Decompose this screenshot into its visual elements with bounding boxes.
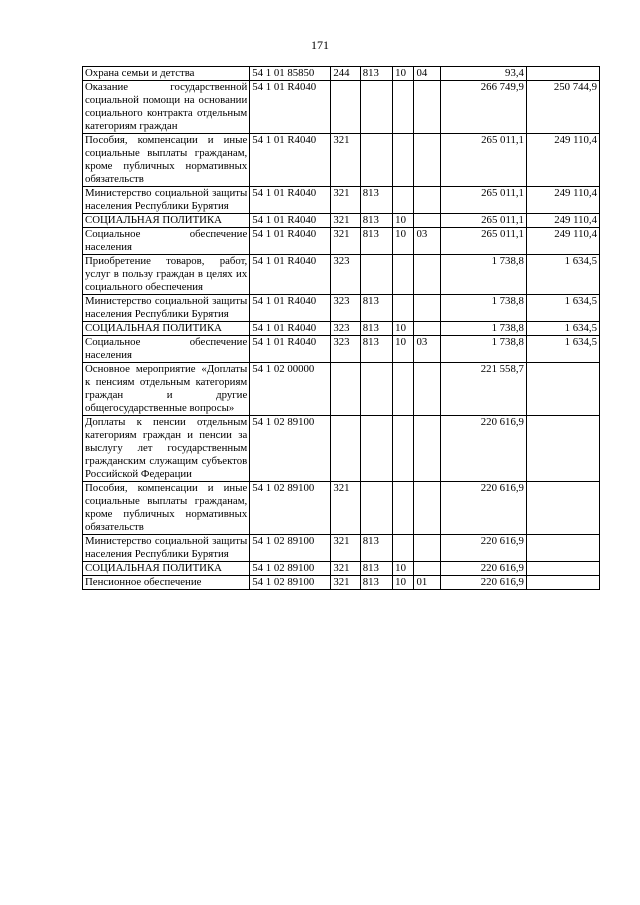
amount-1: 265 011,1 [440, 228, 526, 255]
ministry-code: 813 [360, 336, 392, 363]
table-row [83, 363, 600, 416]
target-code: 54 1 02 89100 [250, 535, 331, 562]
table-row [83, 482, 600, 535]
subsection-code: 03 [414, 336, 440, 363]
section-code [393, 535, 414, 562]
section-code: 10 [393, 228, 414, 255]
subsection-code: 03 [414, 228, 440, 255]
amount-2: 249 110,4 [526, 134, 599, 187]
table-row [83, 255, 600, 295]
target-code: 54 1 01 R4040 [250, 134, 331, 187]
expense-type-code: 321 [331, 535, 360, 562]
ministry-code [360, 363, 392, 416]
page-number: 171 [311, 38, 329, 52]
amount-1: 221 558,7 [440, 363, 526, 416]
amount-2: 1 634,5 [526, 295, 599, 322]
expense-type-code: 321 [331, 562, 360, 576]
table-row [83, 134, 600, 187]
amount-1: 265 011,1 [440, 214, 526, 228]
amount-2 [526, 482, 599, 535]
amount-2 [526, 535, 599, 562]
section-code: 10 [393, 67, 414, 81]
table-row [83, 535, 600, 562]
table-row [83, 336, 600, 363]
target-code: 54 1 01 R4040 [250, 255, 331, 295]
amount-2 [526, 67, 599, 81]
expense-type-code: 323 [331, 336, 360, 363]
row-name: СОЦИАЛЬНАЯ ПОЛИТИКА [83, 322, 250, 336]
amount-2: 249 110,4 [526, 228, 599, 255]
ministry-code: 813 [360, 295, 392, 322]
subsection-code [414, 416, 440, 482]
ministry-code: 813 [360, 535, 392, 562]
amount-1: 93,4 [440, 67, 526, 81]
amount-2: 1 634,5 [526, 336, 599, 363]
row-name: Основное мероприятие «Доплаты к пенсиям отдельным категориям граждан и другие общегосударственные вопросы» [83, 363, 250, 416]
ministry-code [360, 255, 392, 295]
subsection-code [414, 134, 440, 187]
table-row [83, 576, 600, 590]
amount-2: 1 634,5 [526, 255, 599, 295]
table-row [83, 322, 600, 336]
expense-type-code: 321 [331, 134, 360, 187]
table-row [83, 67, 600, 81]
target-code: 54 1 01 R4040 [250, 214, 331, 228]
subsection-code [414, 562, 440, 576]
section-code: 10 [393, 336, 414, 363]
ministry-code [360, 134, 392, 187]
section-code [393, 416, 414, 482]
row-name: Доплаты к пенсии отдельным категориям граждан и пенсии за выслугу лет государственным гражданским служащим субъектов Российской Федерации [83, 416, 250, 482]
subsection-code: 01 [414, 576, 440, 590]
table-body [83, 67, 600, 590]
row-name: Пособия, компенсации и иные социальные выплаты гражданам, кроме публичных нормативных обязательств [83, 482, 250, 535]
target-code: 54 1 02 89100 [250, 576, 331, 590]
expense-type-code: 321 [331, 214, 360, 228]
subsection-code [414, 482, 440, 535]
expense-type-code: 244 [331, 67, 360, 81]
ministry-code: 813 [360, 562, 392, 576]
ministry-code [360, 81, 392, 134]
expense-type-code: 321 [331, 228, 360, 255]
amount-1: 1 738,8 [440, 255, 526, 295]
table-row [83, 187, 600, 214]
row-name: Министерство социальной защиты населения Республики Бурятия [83, 187, 250, 214]
amount-2 [526, 363, 599, 416]
row-name: СОЦИАЛЬНАЯ ПОЛИТИКА [83, 562, 250, 576]
section-code [393, 295, 414, 322]
row-name: Министерство социальной защиты населения Республики Бурятия [83, 535, 250, 562]
table-row [83, 416, 600, 482]
section-code: 10 [393, 214, 414, 228]
expense-type-code [331, 363, 360, 416]
row-name: СОЦИАЛЬНАЯ ПОЛИТИКА [83, 214, 250, 228]
section-code [393, 81, 414, 134]
amount-1: 220 616,9 [440, 416, 526, 482]
amount-2: 1 634,5 [526, 322, 599, 336]
row-name: Социальное обеспечение населения [83, 336, 250, 363]
ministry-code: 813 [360, 576, 392, 590]
target-code: 54 1 02 00000 [250, 363, 331, 416]
ministry-code: 813 [360, 67, 392, 81]
budget-table [82, 66, 600, 590]
ministry-code: 813 [360, 187, 392, 214]
expense-type-code: 323 [331, 322, 360, 336]
expense-type-code: 323 [331, 255, 360, 295]
subsection-code [414, 363, 440, 416]
target-code: 54 1 01 R4040 [250, 295, 331, 322]
ministry-code [360, 416, 392, 482]
section-code [393, 134, 414, 187]
target-code: 54 1 01 85850 [250, 67, 331, 81]
amount-1: 220 616,9 [440, 482, 526, 535]
subsection-code [414, 295, 440, 322]
target-code: 54 1 01 R4040 [250, 336, 331, 363]
expense-type-code: 321 [331, 187, 360, 214]
target-code: 54 1 01 R4040 [250, 228, 331, 255]
amount-1: 265 011,1 [440, 187, 526, 214]
section-code: 10 [393, 322, 414, 336]
subsection-code: 04 [414, 67, 440, 81]
target-code: 54 1 02 89100 [250, 416, 331, 482]
amount-1: 1 738,8 [440, 336, 526, 363]
section-code [393, 255, 414, 295]
amount-2 [526, 562, 599, 576]
target-code: 54 1 02 89100 [250, 482, 331, 535]
expense-type-code: 323 [331, 295, 360, 322]
ministry-code [360, 482, 392, 535]
amount-1: 220 616,9 [440, 562, 526, 576]
section-code: 10 [393, 562, 414, 576]
ministry-code: 813 [360, 228, 392, 255]
amount-2: 249 110,4 [526, 187, 599, 214]
section-code [393, 187, 414, 214]
row-name: Социальное обеспечение населения [83, 228, 250, 255]
amount-2: 249 110,4 [526, 214, 599, 228]
row-name: Пенсионное обеспечение [83, 576, 250, 590]
amount-2: 250 744,9 [526, 81, 599, 134]
subsection-code [414, 322, 440, 336]
section-code [393, 363, 414, 416]
table-row [83, 562, 600, 576]
amount-1: 1 738,8 [440, 322, 526, 336]
amount-1: 265 011,1 [440, 134, 526, 187]
target-code: 54 1 01 R4040 [250, 187, 331, 214]
table-row [83, 228, 600, 255]
section-code [393, 482, 414, 535]
amount-1: 220 616,9 [440, 535, 526, 562]
expense-type-code: 321 [331, 482, 360, 535]
expense-type-code: 321 [331, 576, 360, 590]
expense-type-code [331, 81, 360, 134]
target-code: 54 1 02 89100 [250, 562, 331, 576]
subsection-code [414, 255, 440, 295]
table-row [83, 295, 600, 322]
row-name: Приобретение товаров, работ, услуг в пользу граждан в целях их социального обеспечения [83, 255, 250, 295]
subsection-code [414, 187, 440, 214]
amount-1: 1 738,8 [440, 295, 526, 322]
expense-type-code [331, 416, 360, 482]
ministry-code: 813 [360, 322, 392, 336]
row-name: Пособия, компенсации и иные социальные выплаты гражданам, кроме публичных нормативных обязательств [83, 134, 250, 187]
amount-1: 266 749,9 [440, 81, 526, 134]
row-name: Оказание государственной социальной помощи на основании социального контракта отдельным категориям граждан [83, 81, 250, 134]
section-code: 10 [393, 576, 414, 590]
subsection-code [414, 535, 440, 562]
row-name: Охрана семьи и детства [83, 67, 250, 81]
ministry-code: 813 [360, 214, 392, 228]
table-row [83, 214, 600, 228]
target-code: 54 1 01 R4040 [250, 81, 331, 134]
row-name: Министерство социальной защиты населения Республики Бурятия [83, 295, 250, 322]
target-code: 54 1 01 R4040 [250, 322, 331, 336]
amount-2 [526, 416, 599, 482]
amount-2 [526, 576, 599, 590]
subsection-code [414, 81, 440, 134]
table-row [83, 81, 600, 134]
subsection-code [414, 214, 440, 228]
amount-1: 220 616,9 [440, 576, 526, 590]
